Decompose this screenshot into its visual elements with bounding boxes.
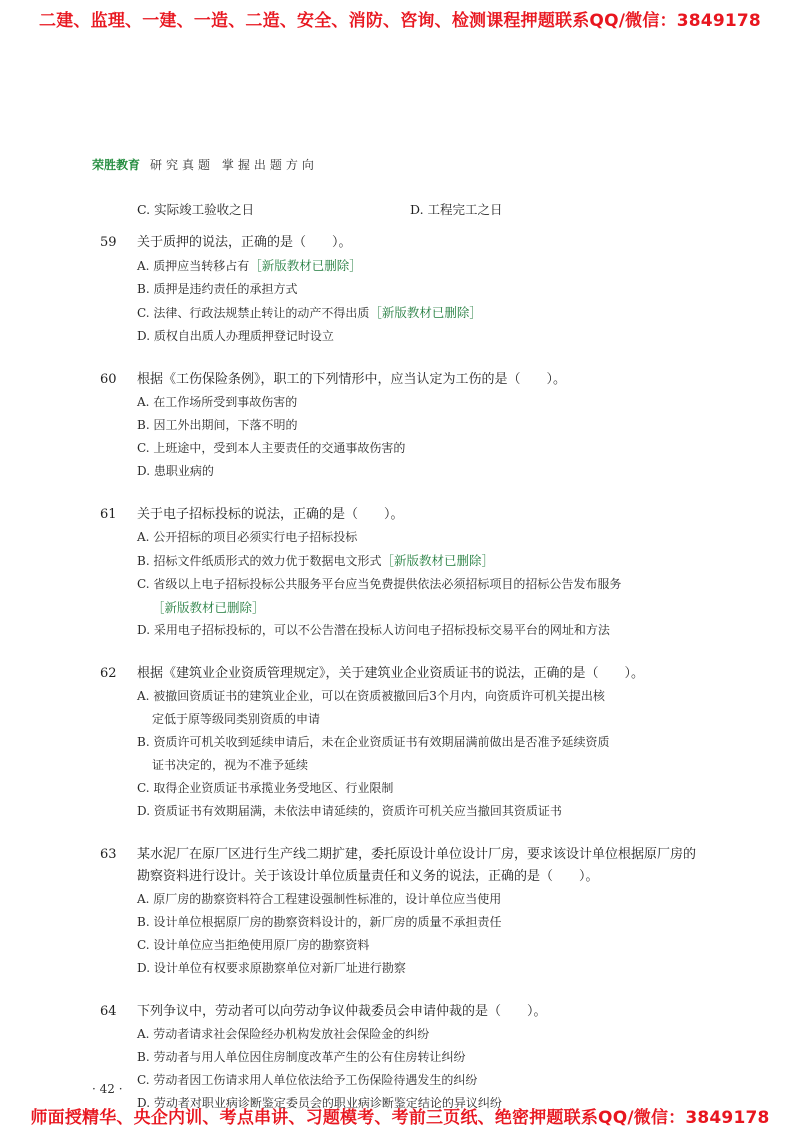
question-number: 61 — [100, 507, 117, 522]
option-d: D. 设计单位有权要求原勘察单位对新厂址进行勘察 — [137, 961, 406, 975]
option-a: A. 公开招标的项目必须实行电子招标投标 — [137, 530, 358, 544]
question-number: 62 — [100, 666, 117, 681]
option-c: C. 实际竣工验收之日 — [137, 202, 255, 217]
option-a: A. 被撤回资质证书的建筑业企业，可以在资质被撤回后3个月内，向资质许可机关提出核 定低于原等级同类别资质的申请 — [137, 689, 605, 726]
option-c: C. 劳动者因工伤请求用人单位依法给予工伤保险待遇发生的纠纷 — [137, 1073, 478, 1087]
option-d: D. 患职业病的 — [137, 464, 214, 478]
question-number: 63 — [100, 847, 117, 862]
question-number: 64 — [100, 1004, 117, 1019]
question-stem: 下列争议中，劳动者可以向劳动争议仲裁委员会申请仲裁的是（ ）。 — [137, 1004, 547, 1019]
option-c: C. 省级以上电子招标投标公共服务平台应当免费提供依法必须招标项目的招标公告发布服务 ［新版教材已删除］ — [137, 573, 705, 619]
option-d: D. 采用电子招标投标的，可以不公告潜在投标人访问电子招标投标交易平台的网址和方法 — [137, 623, 610, 637]
question-stem: 根据《建筑业企业资质管理规定》，关于建筑业企业资质证书的说法，正确的是（ ）。 — [137, 666, 645, 681]
question-stem: 根据《工伤保险条例》，职工的下列情形中，应当认定为工伤的是（ ）。 — [137, 372, 567, 387]
question-list — [100, 232, 705, 1136]
option-a: A. 劳动者请求社会保险经办机构发放社会保险金的纠纷 — [137, 1027, 430, 1041]
question-60 — [100, 369, 705, 483]
page-header — [92, 156, 318, 173]
previous-question-options — [137, 200, 697, 218]
question-63 — [100, 844, 705, 980]
option-a: A. 在工作场所受到事故伤害的 — [137, 395, 298, 409]
option-a: A. 质押应当转移占有［新版教材已删除］ — [137, 258, 362, 273]
question-stem: 关于质押的说法，正确的是（ ）。 — [137, 235, 352, 250]
deleted-tag: ［新版教材已删除］ — [249, 258, 362, 273]
header-tagline: 研究真题 掌握出题方向 — [150, 158, 318, 172]
brand-logo: 荣胜教育 — [92, 158, 141, 172]
page-number: · 42 · — [92, 1082, 123, 1096]
option-b: B. 资质许可机关收到延续申请后，未在企业资质证书有效期届满前做出是否准予延续资质 证书决定的，视为不准予延续 — [137, 735, 610, 772]
option-c: C. 设计单位应当拒绝使用原厂房的勘察资料 — [137, 938, 370, 952]
question-number: 59 — [100, 235, 117, 250]
option-b: B. 设计单位根据原厂房的勘察资料设计的，新厂房的质量不承担责任 — [137, 915, 502, 929]
option-b: B. 质押是违约责任的承担方式 — [137, 282, 298, 296]
question-64 — [100, 1001, 705, 1115]
option-c: C. 取得企业资质证书承揽业务受地区、行业限制 — [137, 781, 394, 795]
question-stem: 某水泥厂在原厂区进行生产线二期扩建，委托原设计单位设计厂房，要求该设计单位根据原厂房的勘察资料进行设计。关于该设计单位质量责任和义务的说法，正确的是（ ）。 — [137, 847, 697, 884]
deleted-tag: ［新版教材已删除］ — [381, 553, 494, 568]
option-b: B. 因工外出期间，下落不明的 — [137, 418, 298, 432]
option-d: D. 劳动者对职业病诊断鉴定委员会的职业病诊断鉴定结论的异议纠纷 — [137, 1096, 502, 1110]
option-d: D. 工程完工之日 — [410, 202, 503, 217]
option-c: C. 上班途中，受到本人主要责任的交通事故伤害的 — [137, 441, 406, 455]
question-61 — [100, 504, 705, 642]
option-a: A. 原厂房的勘察资料符合工程建设强制性标准的，设计单位应当使用 — [137, 892, 502, 906]
deleted-tag: ［新版教材已删除］ — [369, 305, 482, 320]
option-c: C. 法律、行政法规禁止转让的动产不得出质［新版教材已删除］ — [137, 305, 482, 320]
question-62 — [100, 663, 705, 823]
bottom-banner: 师面授精华、央企内训、考点串讲、习题模考、考前三页纸、绝密押题联系QQ/微信：3849178 — [30, 1108, 770, 1128]
question-stem: 关于电子招标投标的说法，正确的是（ ）。 — [137, 507, 404, 522]
top-banner: 二建、监理、一建、一造、二造、安全、消防、咨询、检测课程押题联系QQ/微信：3849178 — [39, 11, 761, 31]
question-number: 60 — [100, 372, 117, 387]
option-d: D. 资质证书有效期届满，未依法申请延续的，资质许可机关应当撤回其资质证书 — [137, 804, 562, 818]
option-b: B. 劳动者与用人单位因住房制度改革产生的公有住房转让纠纷 — [137, 1050, 466, 1064]
option-d: D. 质权自出质人办理质押登记时设立 — [137, 329, 334, 343]
question-59 — [100, 232, 705, 348]
deleted-tag: ［新版教材已删除］ — [152, 600, 265, 615]
option-b: B. 招标文件纸质形式的效力优于数据电文形式［新版教材已删除］ — [137, 553, 494, 568]
